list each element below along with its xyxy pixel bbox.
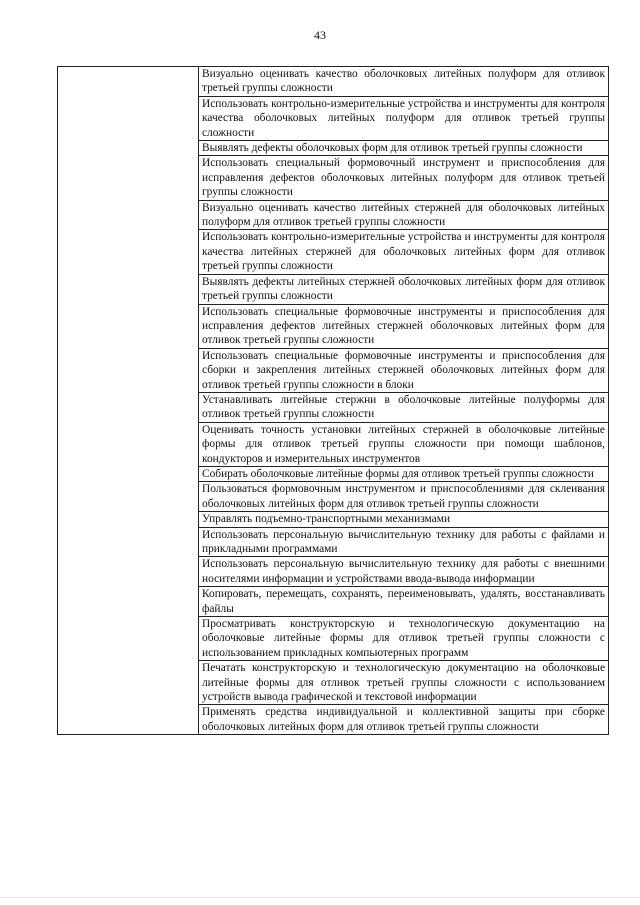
skills-table	[57, 66, 609, 735]
skill-cell: Выявлять дефекты оболочковых форм для отливок третьей группы сложности	[199, 141, 609, 156]
skill-cell: Управлять подъемно-транспортными механизмами	[199, 512, 609, 527]
skill-cell: Визуально оценивать качество оболочковых литейных полуформ для отливок третьей группы сложности	[199, 67, 609, 97]
table-row	[58, 67, 609, 97]
skill-cell: Использовать специальный формовочный инструмент и приспособления для исправления дефектов оболочковых литейных полуформ для отливок третьей группы сложности	[199, 156, 609, 200]
table-left-column-cell	[58, 67, 199, 735]
skill-cell: Использовать специальные формовочные инструменты и приспособления для исправления дефектов литейных стержней оболочковых литейных форм для отливок третьей группы сложности	[199, 304, 609, 348]
skill-cell: Использовать персональную вычислительную технику для работы с внешними носителями информации и устройствами ввода-вывода информации	[199, 557, 609, 587]
skill-cell: Пользоваться формовочным инструментом и приспособлениями для склеивания оболочковых литейных форм для отливок третьей группы сложности	[199, 482, 609, 512]
skills-table-body	[58, 67, 609, 735]
skill-cell: Устанавливать литейные стержни в оболочковые литейные полуформы для отливок третьей группы сложности	[199, 392, 609, 422]
skill-cell: Использовать специальные формовочные инструменты и приспособления для сборки и закрепления литейных стержней оболочковых литейных форм для отливок третьей группы сложности в блоки	[199, 348, 609, 392]
skill-cell: Визуально оценивать качество литейных стержней для оболочковых литейных полуформ для отливок третьей группы сложности	[199, 200, 609, 230]
skill-cell: Собирать оболочковые литейные формы для отливок третьей группы сложности	[199, 466, 609, 481]
skill-cell: Использовать персональную вычислительную технику для работы с файлами и прикладными программами	[199, 527, 609, 557]
skill-cell: Просматривать конструкторскую и технологическую документацию на оболочковые литейные формы для отливок третьей группы сложности с использованием прикладных компьютерных программ	[199, 617, 609, 661]
skill-cell: Оценивать точность установки литейных стержней в оболочковые литейные формы для отливок третьей группы сложности при помощи шаблонов, кондукторов и измерительных инструментов	[199, 422, 609, 466]
skill-cell: Копировать, перемещать, сохранять, переименовывать, удалять, восстанавливать файлы	[199, 587, 609, 617]
skill-cell: Выявлять дефекты литейных стержней оболочковых литейных форм для отливок третьей группы сложности	[199, 274, 609, 304]
skill-cell: Печатать конструкторскую и технологическую документацию на оболочковые литейные формы для отливок третьей группы сложности с использованием устройств вывода графической и текстовой информации	[199, 661, 609, 705]
skill-cell: Использовать контрольно-измерительные устройства и инструменты для контроля качества оболочковых литейных полуформ для отливок третьей группы сложности	[199, 96, 609, 140]
page-bottom-edge	[0, 897, 640, 898]
skill-cell: Применять средства индивидуальной и коллективной защиты при сборке оболочковых литейных форм для отливок третьей группы сложности	[199, 705, 609, 735]
skill-cell: Использовать контрольно-измерительные устройства и инструменты для контроля качества литейных стержней для оболочковых литейных форм для отливок третьей группы сложности	[199, 230, 609, 274]
page-number: 43	[314, 28, 326, 42]
